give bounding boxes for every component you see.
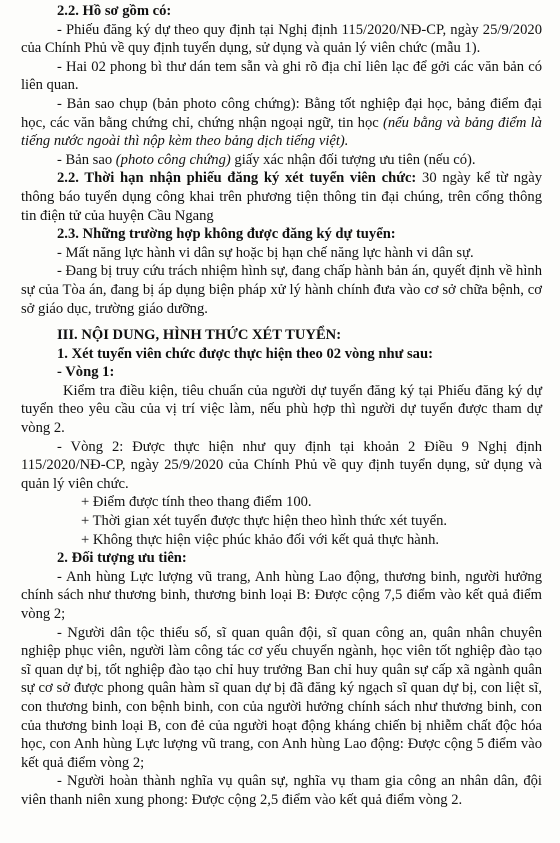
- text-span: 30 ngày kể từ ngày thông báo tuyển dụng công khai trên phương tiện thông tin đại chúng, trên cổng thông tin điện tử của huyện Cầu Ngang: [21, 170, 542, 224]
- paragraph: - Mất năng lực hành vi dân sự hoặc bị hạn chế năng lực hành vi dân sự.: [57, 244, 474, 261]
- paragraph: - Hai 02 phong bì thư dán tem sẵn và ghi rõ địa chỉ liên lạc để gởi các văn bản có liên quan.: [21, 58, 542, 94]
- section-heading-inline: 2.2. Thời hạn nhận phiếu đăng ký xét tuyển viên chức:: [57, 170, 417, 187]
- paragraph: - Người hoàn thành nghĩa vụ quân sự, nghĩa vụ tham gia công an nhân dân, đội viên thanh niên xung phong: Được cộng 2,5 điểm vào kết quả điểm vòng 2.: [21, 773, 542, 808]
- section-3-heading: III. NỘI DUNG, HÌNH THỨC XÉT TUYỂN:: [57, 327, 342, 344]
- paragraph: - Phiếu đăng ký dự theo quy định tại Nghị định 115/2020/NĐ-CP, ngày 25/9/2020 của Chính Phủ về quy định tuyển dụng, sử dụng và quản lý viên chức (mẫu 1).: [21, 21, 542, 57]
- paragraph: [21, 169, 542, 225]
- section-2-3-heading: 2.3. Những trường hợp không được đăng ký dự tuyển:: [57, 226, 396, 243]
- subsection-heading: 1. Xét tuyển viên chức được thực hiện theo 02 vòng như sau:: [57, 345, 433, 362]
- round-1-label: - Vòng 1:: [57, 364, 115, 381]
- paragraph: - Vòng 2: Được thực hiện như quy định tại khoản 2 Điều 9 Nghị định 115/2020/NĐ-CP, ngày 25/9/2020 của Chính Phủ về quy định tuyển dụng, sử dụng và quản lý viên chức.: [21, 438, 542, 492]
- subsection-heading: 2. Đối tượng ưu tiên:: [57, 550, 187, 567]
- paragraph: - Người dân tộc thiểu số, sĩ quan quân đội, sĩ quan công an, quân nhân chuyên nghiệp phục viên, người làm công tác cơ yếu chuyển ngành, học viên tốt nghiệp đào tạo sĩ quan dự bị, tốt nghiệp đào tạo chỉ huy trưởng Ban chỉ huy quân sự cấp xã ngành quân sự cơ sở được phong quân hàm sĩ quan dự bị đã đăng ký ngạch sĩ quan dự bị, con liệt sĩ, con thương binh, con bệnh binh, con của người hưởng chính sách như thương binh, con của thương binh loại B, con đẻ của người hoạt động kháng chiến bị nhiễm chất độc hóa học, con Anh hùng Lực lượng vũ trang, con Anh hùng Lao động: Được cộng 5 điểm vào kết quả điểm vòng 2;: [21, 624, 542, 771]
- paragraph: - Anh hùng Lực lượng vũ trang, Anh hùng Lao động, thương binh, người hưởng chính sách như thương binh, thương binh loại B: Được cộng 7,5 điểm vào kết quả điểm vòng 2;: [21, 568, 542, 622]
- section-2-2-heading: 2.2. Hồ sơ gồm có:: [57, 3, 172, 19]
- text-span: - Bản sao chụp (bản photo công chứng): Bằng tốt nghiệp đại học, bảng điểm đại học, các văn bằng chứng chỉ, chứng nhận ngoại ngữ, tin học: [21, 95, 542, 131]
- paragraph: Kiểm tra điều kiện, tiêu chuẩn của người dự tuyển đăng ký tại Phiếu đăng ký dự tuyển theo yêu cầu của vị trí việc làm, nếu phù hợp thì người dự tuyển được tham dự vòng 2.: [21, 382, 542, 437]
- text-span: giấy xác nhận đối tượng ưu tiên (nếu có).: [234, 151, 476, 168]
- bullet-item: + Điểm được tính theo thang điểm 100.: [81, 494, 312, 511]
- bullet-item: + Thời gian xét tuyển được thực hiện theo hình thức xét tuyển.: [81, 513, 448, 530]
- paragraph: [21, 95, 542, 151]
- italic-note: (nếu bằng và bảng điểm là tiếng nước ngoài thì nộp kèm theo bảng dịch tiếng việt).: [21, 114, 542, 150]
- paragraph: - Đang bị truy cứu trách nhiệm hình sự, đang chấp hành bản án, quyết định về hình sự của Tòa án, đang bị áp dụng biện pháp xử lý hành chính đưa vào cơ sở chữa bệnh, cơ sở giáo dục, trường giáo dưỡng.: [21, 263, 542, 317]
- paragraph: [21, 151, 542, 170]
- bullet-item: + Không thực hiện việc phúc khảo đối với kết quả thực hành.: [81, 531, 440, 548]
- italic-note: (photo công chứng): [115, 151, 231, 168]
- text-span: - Bản sao: [57, 151, 113, 168]
